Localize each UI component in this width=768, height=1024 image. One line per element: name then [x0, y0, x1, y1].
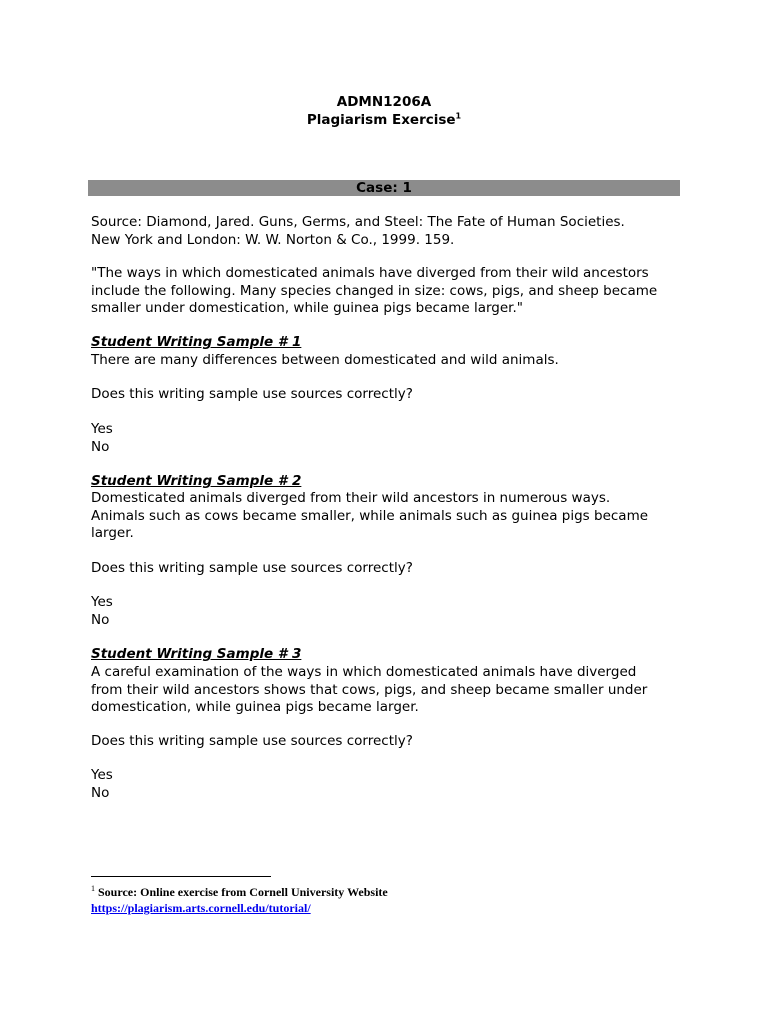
sample-2-text [91, 490, 691, 543]
sample-2-option-yes[interactable]: Yes [91, 594, 113, 610]
sample-1-text [91, 352, 691, 370]
sample-line: Animals such as cows became smaller, while animals such as guinea pigs became [91, 507, 649, 524]
sample-1-question: Does this writing sample use sources correctly? [91, 386, 413, 402]
document-title-text: Plagiarism Exercise [306, 112, 456, 128]
source-quote [91, 265, 691, 318]
footnote-divider [91, 876, 271, 877]
footnote-link[interactable]: https://plagiarism.arts.cornell.edu/tutorial/ [91, 901, 311, 915]
footnote-text: Source: Online exercise from Cornell University Website [98, 885, 388, 899]
footnote-marker: 1 [91, 884, 95, 893]
quote-line: smaller under domestication, while guinea pigs became larger." [91, 300, 523, 316]
source-citation [91, 214, 691, 249]
document-title [0, 111, 768, 129]
sample-2-heading: Student Writing Sample # 2 [91, 473, 302, 489]
footnote-text-line [91, 884, 388, 900]
case-label: Case: 1 [356, 180, 412, 196]
course-code [0, 93, 768, 111]
sample-line: larger. [91, 525, 134, 541]
course-code-text: ADMN1206A [336, 94, 432, 110]
sample-line: domestication, while guinea pigs became larger. [91, 699, 419, 715]
sample-3-text [91, 664, 691, 717]
sample-3-heading: Student Writing Sample # 3 [91, 646, 302, 662]
sample-line: There are many differences between domesticated and wild animals. [91, 352, 559, 368]
sample-3-option-yes[interactable]: Yes [91, 767, 113, 783]
footnote-link-line [91, 900, 388, 916]
sample-line: A careful examination of the ways in which domesticated animals have diverged [91, 664, 637, 680]
sample-1-option-no[interactable]: No [91, 439, 110, 455]
sample-3-question: Does this writing sample use sources correctly? [91, 733, 413, 749]
footnote [91, 884, 388, 916]
sample-line: from their wild ancestors shows that cows, pigs, and sheep became smaller under [91, 681, 648, 698]
sample-3-option-no[interactable]: No [91, 785, 110, 801]
case-header-bar [88, 180, 680, 196]
source-line: New York and London: W. W. Norton & Co., 1999. 159. [91, 231, 455, 248]
sample-1-heading: Student Writing Sample # 1 [91, 334, 302, 350]
source-line: Source: Diamond, Jared. Guns, Germs, and Steel: The Fate of Human Societies. [91, 214, 625, 230]
footnote-reference[interactable]: 1 [455, 111, 462, 121]
sample-1-option-yes[interactable]: Yes [91, 421, 113, 437]
sample-line: Domesticated animals diverged from their wild ancestors in numerous ways. [91, 490, 611, 506]
quote-line: include the following. Many species changed in size: cows, pigs, and sheep became [91, 282, 658, 299]
quote-line: "The ways in which domesticated animals have diverged from their wild ancestors [91, 265, 649, 281]
sample-2-question: Does this writing sample use sources correctly? [91, 560, 413, 576]
sample-2-option-no[interactable]: No [91, 612, 110, 628]
